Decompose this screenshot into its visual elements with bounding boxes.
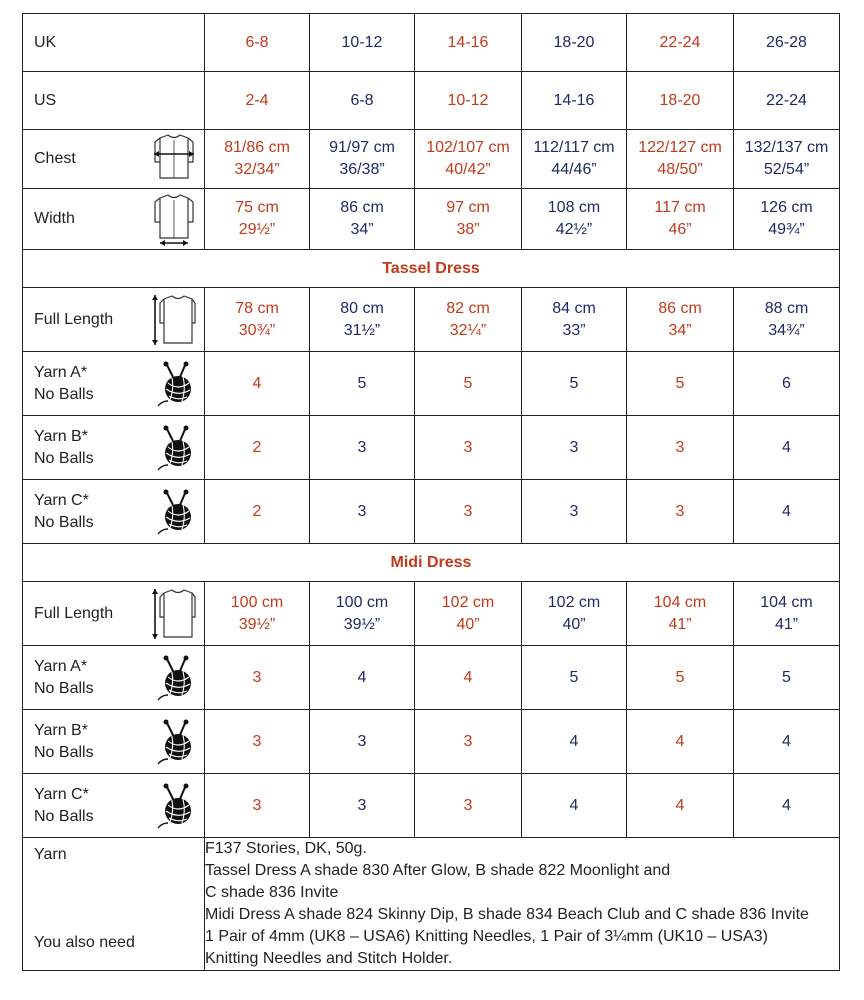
width-value: 97 cm [446,199,490,216]
uk-size-label: UK [34,33,57,51]
width-row [23,189,840,250]
chest-size-cell [205,130,310,189]
us-size-size-cell: 10-12 [415,72,522,130]
ball-count-cell: 3 [205,774,310,838]
ball-count-cell: 4 [734,480,840,544]
garment-width-icon [152,192,196,246]
chest-size-cell [734,130,840,189]
yarn-label [34,656,94,700]
chest-value: 52/54” [763,161,810,178]
ball-count-cell: 4 [627,774,734,838]
us-size-size-cell: 14-16 [522,72,627,130]
yarn-balls-row [23,480,840,544]
full-length-value: 33” [562,321,586,339]
us-size-size-cell: 18-20 [627,72,734,130]
full-length-value: 39½” [238,615,276,633]
yarn-notes-row [23,838,840,971]
yarn-balls-row [23,710,840,774]
full-length-size-cell [734,288,840,352]
chest-size-cell [415,130,522,189]
chest-size-cell [522,130,627,189]
full-length-size-cell [310,582,415,646]
width-size-cell [522,189,627,250]
ball-count-cell: 3 [627,480,734,544]
ball-count-cell: 4 [734,774,840,838]
yarn-name: Yarn A* [34,363,88,381]
full-length-value: 84 cm [552,299,596,317]
ball-count-cell: 5 [627,352,734,416]
width-size-cell [205,189,310,250]
chest-value: 81/86 cm [224,139,290,156]
chest-value: 102/107 cm [426,139,510,156]
notes-label-cell [23,838,205,971]
yarn-balls-row [23,416,840,480]
yarn-ball-icon [156,783,196,829]
ball-count-cell: 3 [310,710,415,774]
us-size-row [23,72,840,130]
width-value: 34” [350,221,374,238]
chest-value: 112/117 cm [533,139,615,156]
yarn-label [34,362,94,406]
full-length-value: 78 cm [235,299,279,317]
ball-count-cell: 4 [415,646,522,710]
full-length-label-cell [23,582,205,646]
notes-line: F137 Stories, DK, 50g. [205,840,367,857]
chest-value: 36/38” [339,161,385,178]
width-size-cell [415,189,522,250]
ball-count-cell: 4 [310,646,415,710]
yarn-label-cell [23,352,205,416]
section-title: Midi Dress [23,544,840,582]
full-length-value: 34” [668,321,692,339]
ball-count-cell: 4 [734,710,840,774]
us-size-label-cell [23,72,205,130]
us-size-size-cell: 22-24 [734,72,840,130]
ball-count-cell: 3 [310,774,415,838]
yarn-label-cell [23,416,205,480]
full-length-label-cell [23,288,205,352]
width-size-cell [627,189,734,250]
ball-count-cell: 3 [205,710,310,774]
chest-label-cell [23,130,205,189]
ball-count-cell: 3 [627,416,734,480]
uk-size-row [23,14,840,72]
ball-count-cell: 3 [522,416,627,480]
no-balls-label: No Balls [34,807,94,825]
notes-line: 1 Pair of 4mm (UK8 – USA6) Knitting Needles, 1 Pair of 3¼mm (UK10 – USA3) [205,928,768,945]
chest-value: 32/34” [234,161,280,178]
yarn-label [34,784,94,828]
no-balls-label: No Balls [34,513,94,531]
ball-count-cell: 3 [415,416,522,480]
yarn-ball-icon [156,655,196,701]
uk-size-label-cell [23,14,205,72]
yarn-balls-row [23,646,840,710]
full-length-value: 40” [562,615,586,633]
width-value: 29½” [238,221,276,238]
ball-count-cell: 3 [415,710,522,774]
chest-value: 44/46” [551,161,597,178]
uk-size-size-cell: 18-20 [522,14,627,72]
notes-line: C shade 836 Invite [205,884,339,901]
no-balls-label: No Balls [34,385,94,403]
full-length-size-cell [310,288,415,352]
full-length-row [23,582,840,646]
full-length-label: Full Length [34,310,114,328]
full-length-value: 100 cm [335,593,389,611]
uk-size-size-cell: 22-24 [627,14,734,72]
ball-count-cell: 5 [310,352,415,416]
width-value: 49¾” [768,221,805,238]
spacer [34,866,204,932]
yarn-ball-icon [156,425,196,471]
uk-size-size-cell: 14-16 [415,14,522,72]
us-size-size-cell: 2-4 [205,72,310,130]
ball-count-cell: 4 [734,416,840,480]
width-value: 86 cm [340,199,384,216]
length-garment-icon [152,293,196,347]
width-value: 108 cm [547,199,601,216]
full-length-value: 41” [668,615,692,633]
ball-count-cell: 3 [415,480,522,544]
full-length-value: 41” [774,615,799,633]
length-garment-icon [152,587,196,641]
uk-size-size-cell: 10-12 [310,14,415,72]
width-value: 46” [668,221,692,238]
ball-count-cell: 5 [627,646,734,710]
full-length-value: 102 cm [547,593,601,611]
yarn-label-cell [23,774,205,838]
yarn-ball-icon [156,489,196,535]
chest-size-cell [310,130,415,189]
no-balls-label: No Balls [34,679,94,697]
width-value: 126 cm [760,199,813,216]
section-header-row [23,250,840,288]
full-length-value: 88 cm [764,299,809,317]
yarn-name: Yarn A* [34,657,88,675]
full-length-value: 39½” [343,615,381,633]
chest-value: 48/50” [657,161,703,178]
width-value: 38” [456,221,480,238]
chest-value: 132/137 cm [744,139,829,156]
width-value: 117 cm [654,199,706,216]
width-size-cell [310,189,415,250]
chest-value: 40/42” [445,161,491,178]
chest-row [23,130,840,189]
full-length-row [23,288,840,352]
yarn-name: Yarn C* [34,491,89,509]
full-length-value: 30¾” [238,321,276,339]
yarn-label-cell [23,646,205,710]
width-size-cell [734,189,840,250]
notes-text-cell [205,838,840,971]
uk-size-size-cell: 6-8 [205,14,310,72]
chest-size-cell [627,130,734,189]
you-also-need-heading: You also need [34,934,135,951]
full-length-size-cell [627,582,734,646]
ball-count-cell: 4 [522,710,627,774]
us-size-size-cell: 6-8 [310,72,415,130]
full-length-value: 32¼” [449,321,487,339]
ball-count-cell: 3 [310,480,415,544]
full-length-size-cell [522,582,627,646]
ball-count-cell: 3 [205,646,310,710]
ball-count-cell: 3 [522,480,627,544]
ball-count-cell: 4 [522,774,627,838]
section-title: Tassel Dress [23,250,840,288]
notes-line: Midi Dress A shade 824 Skinny Dip, B shade 834 Beach Club and C shade 836 Invite [205,906,809,923]
ball-count-cell: 5 [522,352,627,416]
ball-count-cell: 4 [205,352,310,416]
full-length-size-cell [415,582,522,646]
full-length-size-cell [734,582,840,646]
yarn-balls-row [23,352,840,416]
no-balls-label: No Balls [34,743,94,761]
ball-count-cell: 4 [627,710,734,774]
full-length-size-cell [205,582,310,646]
full-length-value: 31½” [343,321,381,339]
full-length-size-cell [205,288,310,352]
yarn-label [34,720,94,764]
yarn-label [34,490,94,534]
chest-label: Chest [34,150,76,167]
yarn-label [34,426,94,470]
ball-count-cell: 5 [415,352,522,416]
full-length-value: 100 cm [230,593,284,611]
yarn-heading: Yarn [34,846,67,863]
full-length-value: 104 cm [653,593,707,611]
full-length-label: Full Length [34,604,114,622]
full-length-value: 104 cm [760,593,813,611]
no-balls-label: No Balls [34,449,94,467]
yarn-ball-icon [156,719,196,765]
ball-count-cell: 5 [522,646,627,710]
section-header-row [23,544,840,582]
ball-count-cell: 6 [734,352,840,416]
full-length-size-cell [627,288,734,352]
yarn-ball-icon [156,361,196,407]
full-length-value: 34¾” [768,321,805,339]
width-value: 75 cm [235,199,279,216]
yarn-name: Yarn C* [34,785,89,803]
width-value: 42½” [555,221,593,238]
yarn-name: Yarn B* [34,721,88,739]
ball-count-cell: 2 [205,416,310,480]
full-length-value: 82 cm [446,299,490,317]
full-length-value: 86 cm [658,299,702,317]
garment-chest-icon [152,132,196,186]
full-length-value: 80 cm [340,299,384,317]
ball-count-cell: 3 [310,416,415,480]
size-chart-table [22,13,840,971]
notes-line: Knitting Needles and Stitch Holder. [205,950,453,967]
yarn-balls-row [23,774,840,838]
full-length-value: 40” [456,615,480,633]
yarn-label-cell [23,480,205,544]
yarn-label-cell [23,710,205,774]
chest-value: 122/127 cm [638,139,722,156]
ball-count-cell: 2 [205,480,310,544]
full-length-size-cell [415,288,522,352]
width-label: Width [34,210,75,227]
ball-count-cell: 5 [734,646,840,710]
chest-value: 91/97 cm [329,139,395,156]
full-length-value: 102 cm [441,593,495,611]
us-size-label: US [34,91,57,109]
width-label-cell [23,189,205,250]
ball-count-cell: 3 [415,774,522,838]
notes-line: Tassel Dress A shade 830 After Glow, B shade 822 Moonlight and [205,862,671,879]
uk-size-size-cell: 26-28 [734,14,840,72]
full-length-size-cell [522,288,627,352]
yarn-name: Yarn B* [34,427,88,445]
